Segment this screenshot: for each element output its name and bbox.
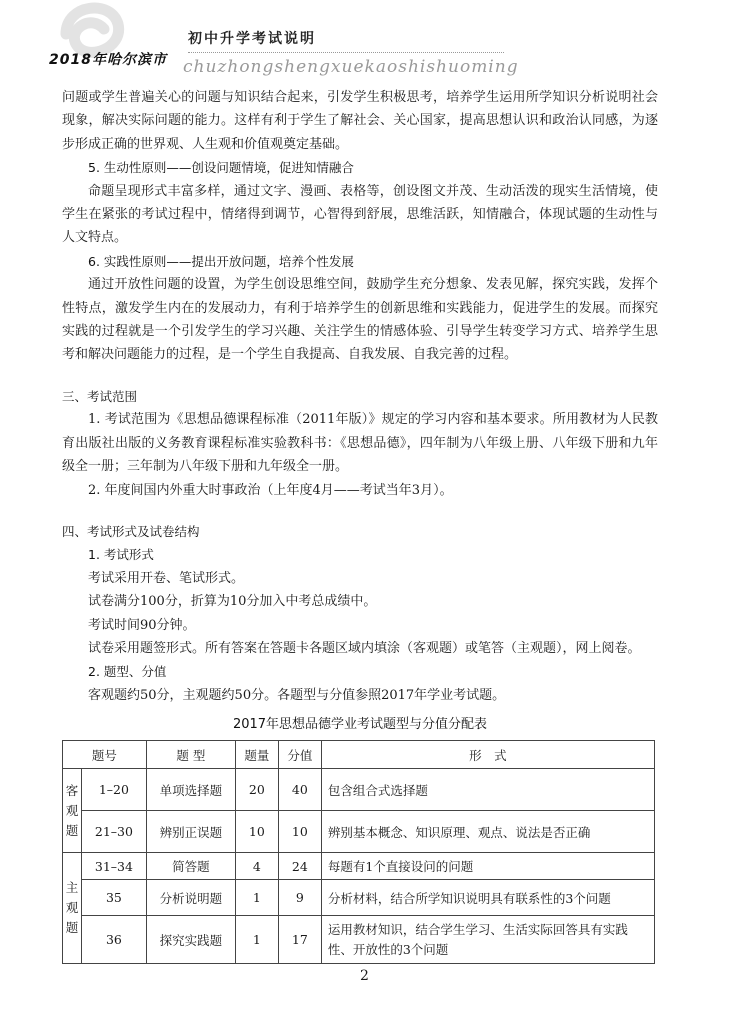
cell-count: 1 xyxy=(235,880,278,916)
cell-score: 40 xyxy=(278,769,321,811)
exam-form-line: 试卷采用题签形式。所有答案在答题卡各题区域内填涂（客观题）或笔答（主观题），网上阅卷。 xyxy=(88,640,641,656)
category-cell-objective: 客观题 xyxy=(63,769,82,853)
header-cell-type: 题 型 xyxy=(146,741,235,769)
principle5-paragraph: 命题呈现形式丰富多样，通过文字、漫画、表格等，创设图文并茂、生动活泼的现实生活情境，使学生在紧张的考试过程中，情绪得到调节，心智得到舒展，思维活跃，知情融合，体现试题的生动性与人文特点。 xyxy=(62,183,658,246)
score-paragraph: 客观题约50分，主观题约50分。各题型与分值参照2017年学业考试题。 xyxy=(88,687,506,703)
principle6-paragraph: 通过开放性问题的设置，为学生创设思维空间，鼓励学生充分想象、发表见解，探究实践，发挥个性特点，激发学生内在的发展动力，有利于培养学生的创新思维和实践能力，促进学生的发展。而探究实践的过程就是一个引发学生的学习兴趣、关注学生的情感体验、引导学生转变学习方式、培养学生思考和解决问题能力的过程，是一个学生自我提高、自我发展、自我完善的过程。 xyxy=(62,277,658,363)
cell-type: 探究实践题 xyxy=(146,916,235,964)
cell-type: 单项选择题 xyxy=(146,769,235,811)
cell-number: 35 xyxy=(82,880,147,916)
principle6-heading: 6. 实践性原则——提出开放问题，培养个性发展 xyxy=(88,253,354,269)
cell-score: 9 xyxy=(278,880,321,916)
exam-form-line: 考试采用开卷、笔试形式。 xyxy=(88,570,245,586)
score-heading: 2. 题型、分值 xyxy=(88,664,167,680)
page-number: 2 xyxy=(360,968,369,984)
header-title: 初中升学考试说明 xyxy=(188,31,316,47)
score-distribution-table xyxy=(62,740,655,964)
table-row xyxy=(63,916,655,964)
table-row xyxy=(63,853,655,880)
cell-type: 分析说明题 xyxy=(146,880,235,916)
exam-form-line: 考试时间90分钟。 xyxy=(88,617,196,633)
page-body xyxy=(62,86,658,964)
header-cell-form: 形 式 xyxy=(321,741,654,769)
cell-type: 简答题 xyxy=(146,853,235,880)
section4-heading: 四、考试形式及试卷结构 xyxy=(62,523,200,539)
cell-number: 21–30 xyxy=(82,811,147,853)
table-title: 2017年思想品德学业考试题型与分值分配表 xyxy=(232,717,488,733)
cell-form: 辨别基本概念、知识原理、观点、说法是否正确 xyxy=(321,811,654,853)
cell-form: 运用教材知识，结合学生学习、生活实际回答具有实践性、开放性的3个问题 xyxy=(321,916,654,964)
exam-form-line: 试卷满分100分，折算为10分加入中考总成绩中。 xyxy=(88,594,377,610)
cell-number: 31–34 xyxy=(82,853,147,880)
category-cell-subjective: 主观题 xyxy=(63,853,82,964)
intro-paragraph: 问题或学生普遍关心的问题与知识结合起来，引发学生积极思考，培养学生运用所学知识分析说明社会现象，解决实际问题的能力。这样有利于学生了解社会、关心国家，提高思想认识和政治认同感，为逐步形成正确的世界观、人生观和价值观奠定基础。 xyxy=(62,90,658,152)
cell-count: 20 xyxy=(235,769,278,811)
section3-item1: 1. 考试范围为《思想品德课程标准（2011年版）》规定的学习内容和基本要求。所用教材为人民教育出版社出版的义务教育课程标准实验教科书：《思想品德》，四年制为八年级上册、八年级下册和九年级全一册；三年制为八年级下册和九年级全一册。 xyxy=(62,412,658,475)
table-row xyxy=(63,769,655,811)
cell-type: 辨别正误题 xyxy=(146,811,235,853)
cell-score: 17 xyxy=(278,916,321,964)
section3-item2: 2. 年度间国内外重大时事政治（上年度4月——考试当年3月）。 xyxy=(88,482,453,498)
section3-heading: 三、考试范围 xyxy=(62,388,138,404)
cell-form: 每题有1个直接设问的问题 xyxy=(321,853,654,880)
header-divider xyxy=(188,52,504,53)
header-cell-score: 分值 xyxy=(278,741,321,769)
cell-count: 1 xyxy=(235,916,278,964)
cell-count: 4 xyxy=(235,853,278,880)
table-header-row xyxy=(63,741,655,769)
cell-form: 分析材料，结合所学知识说明具有联系性的3个问题 xyxy=(321,880,654,916)
header-cell-number: 题号 xyxy=(63,741,147,769)
cell-number: 1–20 xyxy=(82,769,147,811)
cell-number: 36 xyxy=(82,916,147,964)
exam-form-heading: 1. 考试形式 xyxy=(88,547,154,563)
header-pinyin: chuzhongshengxuekaoshishuoming xyxy=(183,57,519,77)
table-row xyxy=(63,811,655,853)
table-row xyxy=(63,880,655,916)
header-year-city: 2018年哈尔滨市 xyxy=(49,52,167,68)
cell-score: 24 xyxy=(278,853,321,880)
cell-score: 10 xyxy=(278,811,321,853)
cell-count: 10 xyxy=(235,811,278,853)
principle5-heading: 5. 生动性原则——创设问题情境，促进知情融合 xyxy=(88,160,354,176)
header-cell-count: 题量 xyxy=(235,741,278,769)
cell-form: 包含组合式选择题 xyxy=(321,769,654,811)
